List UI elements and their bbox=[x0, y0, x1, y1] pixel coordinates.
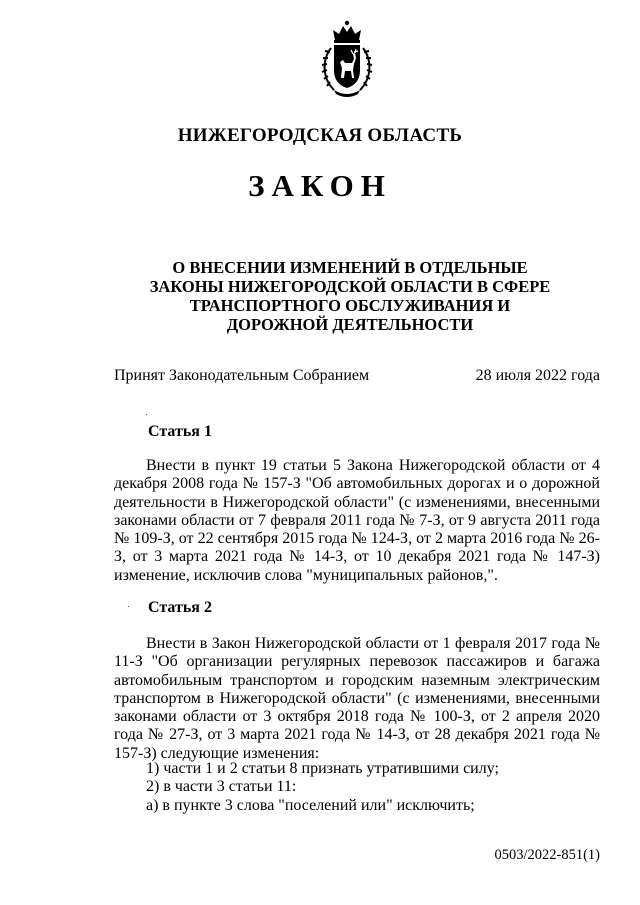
coat-of-arms-icon bbox=[318, 18, 376, 100]
scan-speck bbox=[146, 414, 147, 415]
adoption-date: 28 июля 2022 года bbox=[475, 367, 600, 384]
adoption-text: Принят Законодательным Собранием bbox=[114, 367, 370, 384]
law-subject: О ВНЕСЕНИИ ИЗМЕНЕНИЙ В ОТДЕЛЬНЫЕ ЗАКОНЫ НИЖЕГОРОДСКОЙ ОБЛАСТИ В СФЕРЕ ТРАНСПОРТНОГО ОБСЛУЖИВАНИЯ И ДОРОЖНОЙ ДЕЯТЕЛЬНОСТИ bbox=[149, 258, 551, 334]
article-1-heading: Статья 1 bbox=[148, 423, 212, 440]
article-2-text: Внести в Закон Нижегородской области от 1 февраля 2017 года № 11-З "Об организации регулярных перевозок пассажиров и багажа автомобильным транспортом и городским наземным электрическим транспортом в Нижегородской области" (с изменениями, внесенными законами области от 3 октября 2018 года № 100-З, от 2 апреля 2020 года № 27-З, от 3 марта 2021 года № 14-З, от 28 декабря 2021 года № 157-З) следующие изменения: bbox=[114, 635, 600, 762]
article-2-items bbox=[146, 760, 600, 815]
region-title: НИЖЕГОРОДСКАЯ ОБЛАСТЬ bbox=[177, 125, 463, 146]
scan-speck bbox=[128, 606, 129, 607]
list-item: 2) в части 3 статьи 11: bbox=[146, 778, 297, 796]
list-item: а) в пункте 3 слова "поселений или" исключить; bbox=[146, 796, 475, 814]
article-2-heading: Статья 2 bbox=[148, 599, 212, 616]
document-type-title: ЗАКОН bbox=[248, 168, 392, 203]
document-code: 0503/2022-851(1) bbox=[494, 847, 600, 863]
list-item: 1) части 1 и 2 статьи 8 признать утратившими силу; bbox=[146, 760, 499, 777]
adoption-line bbox=[114, 367, 600, 385]
article-1-text: Внести в пункт 19 статьи 5 Закона Нижегородской области от 4 декабря 2008 года № 157-З "Об автомобильных дорогах и о дорожной деятельности в Нижегородской области" (с изменениями, внесенными законами области от 7 февраля 2011 года № 7-З, от 9 августа 2011 года № 109-З, от 22 сентября 2015 года № 124-З, от 2 марта 2016 года № 26-З, от 3 марта 2021 года № 14-З, от 10 декабря 2021 года № 147-З) изменение, исключив слова "муниципальных районов,". bbox=[114, 457, 600, 584]
